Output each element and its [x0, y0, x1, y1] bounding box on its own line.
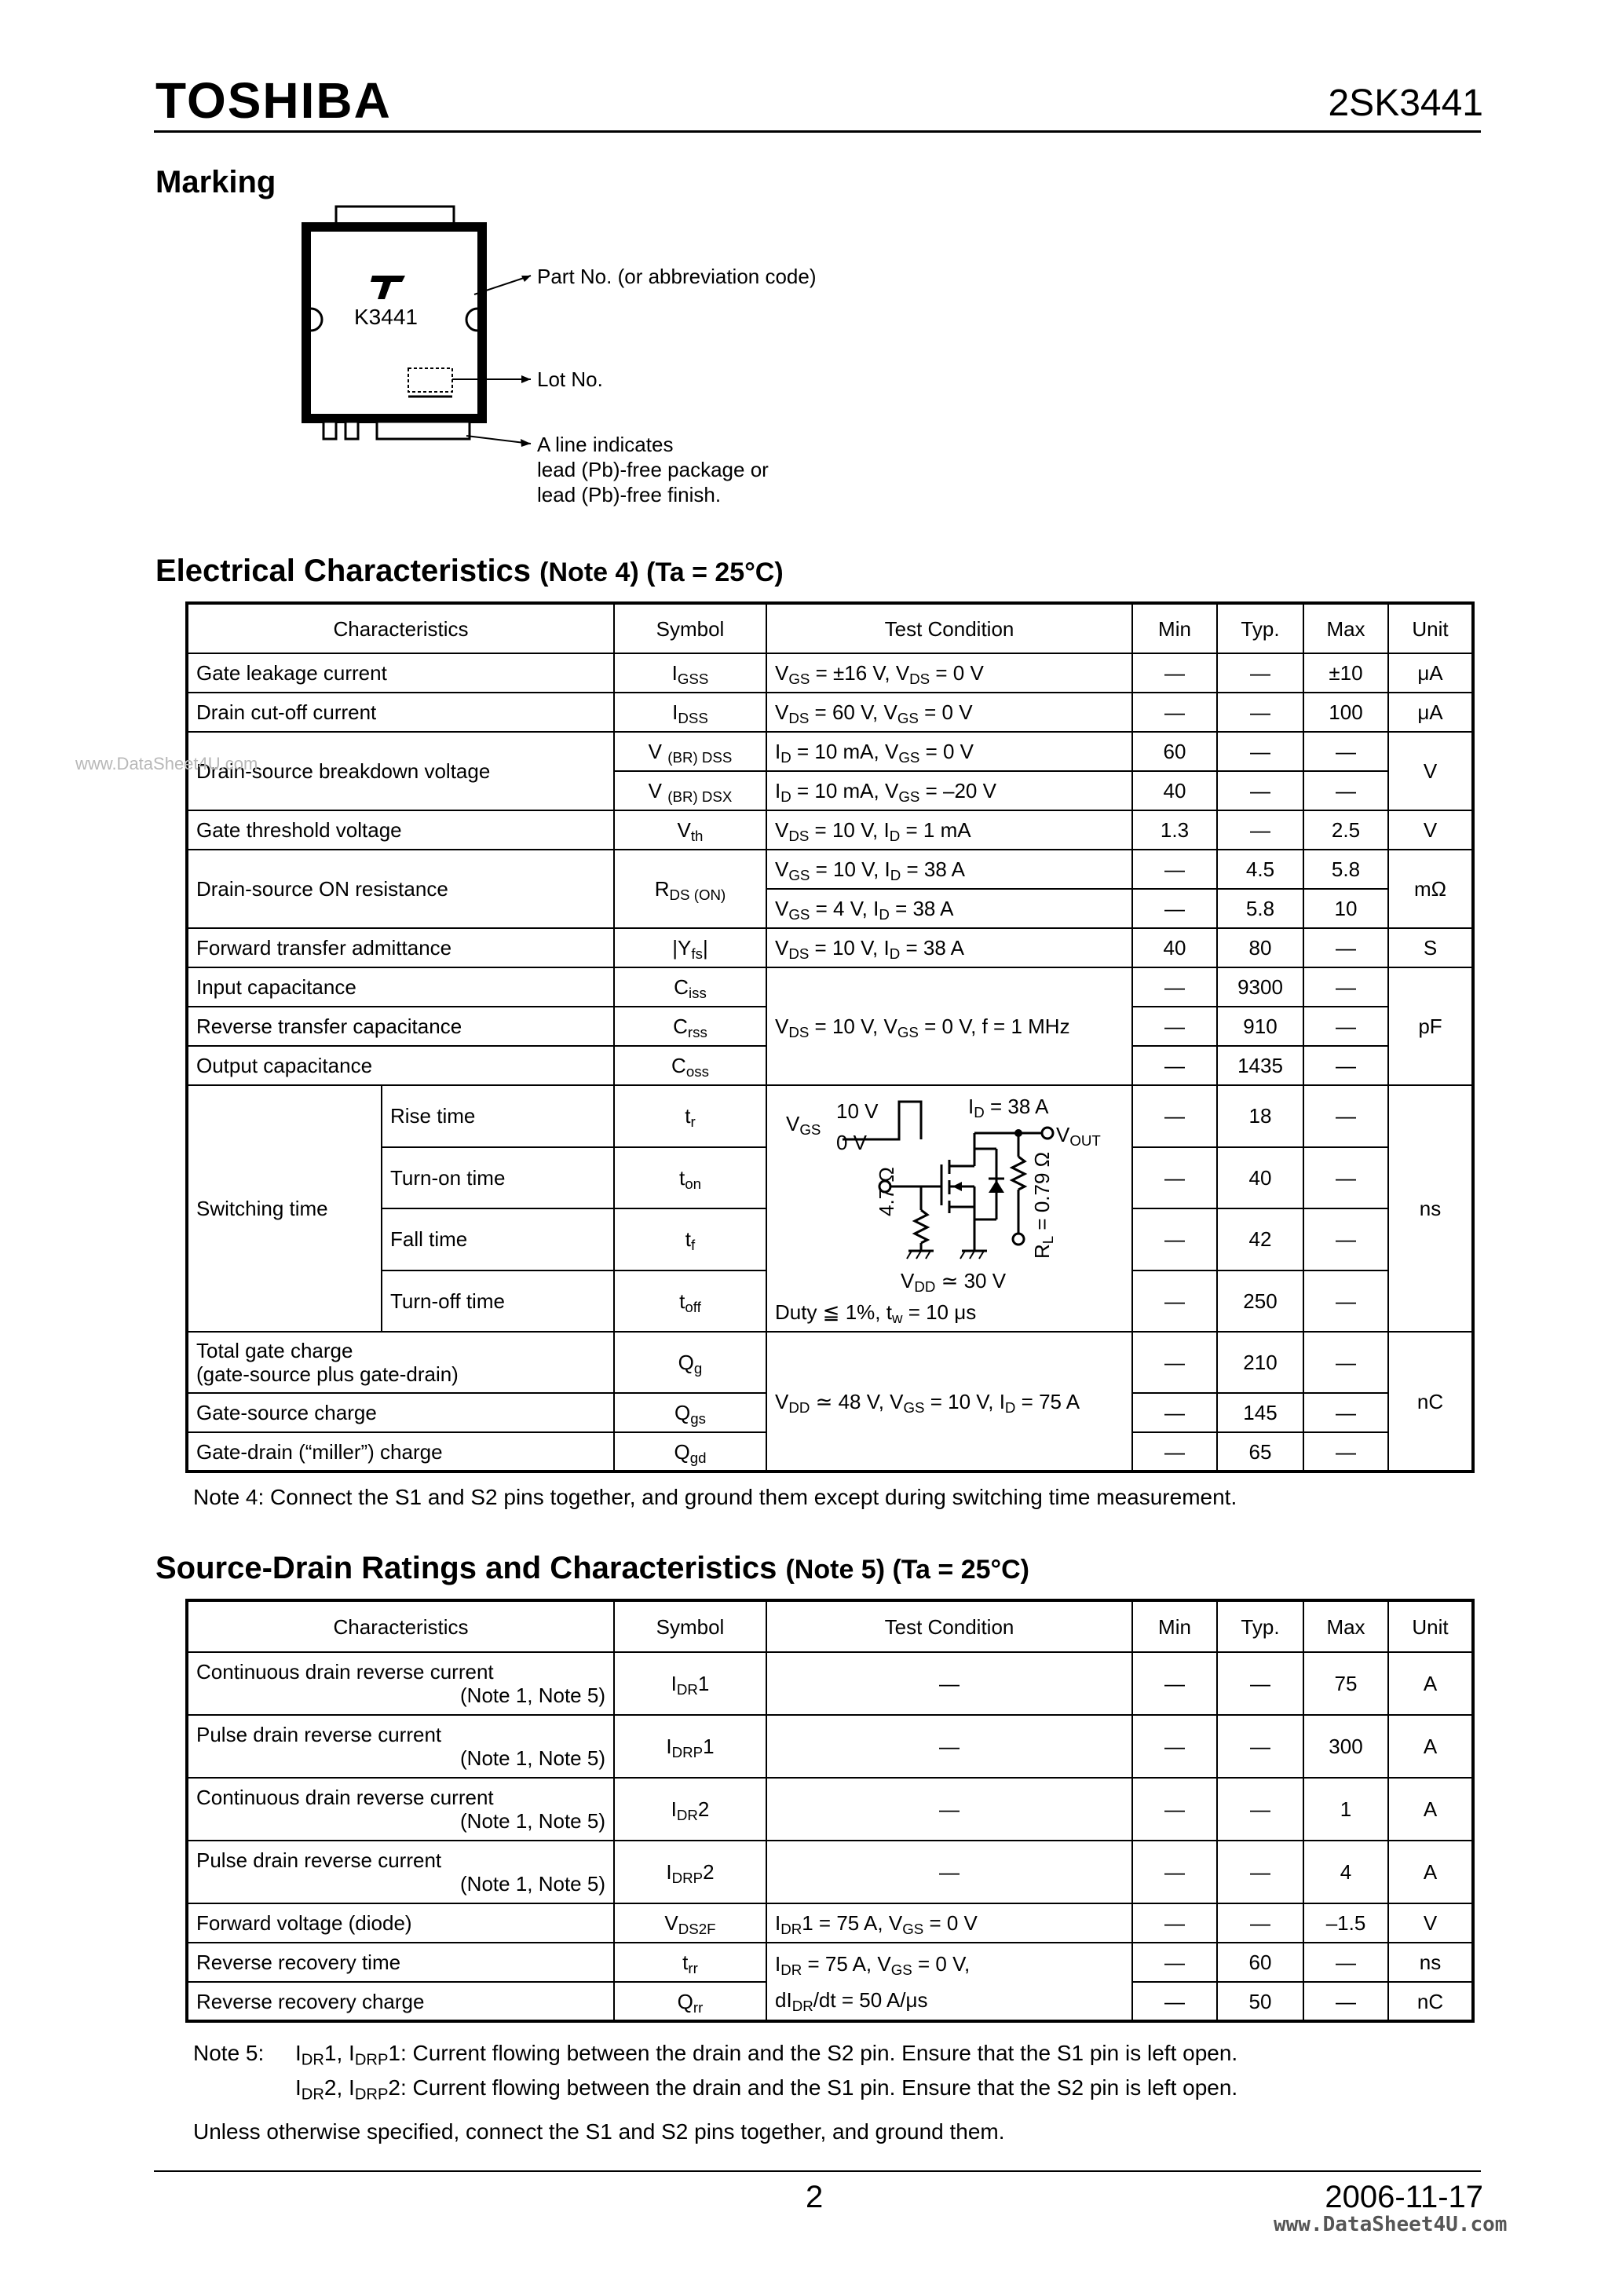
char-name — [187, 1715, 614, 1778]
min-value: — — [1132, 1841, 1217, 1903]
min-value: — — [1132, 1270, 1217, 1333]
max-value: 1 — [1303, 1778, 1388, 1841]
typ-value: 210 — [1217, 1332, 1303, 1393]
typ-value: 18 — [1217, 1085, 1303, 1147]
max-value: — — [1303, 1332, 1388, 1393]
typ-value: — — [1217, 771, 1303, 810]
symbol: $R_{DS (ON)}$ — [614, 850, 766, 928]
test-condition: — — [766, 1778, 1132, 1841]
part-number: 2SK3441 — [1328, 82, 1483, 124]
char-name: Output capacitance — [187, 1046, 614, 1085]
source-drain-subtitle: (Note 5) (Ta = 25°C) — [785, 1555, 1029, 1585]
circuit-rg-label: 4.7 Ω — [875, 1167, 898, 1216]
unit-value: A — [1388, 1652, 1473, 1715]
electrical-title-text: Electrical Characteristics — [155, 554, 532, 588]
header-test-condition: Test Condition — [766, 1600, 1132, 1652]
test-condition: — — [766, 1715, 1132, 1778]
source-drain-title — [155, 1552, 1029, 1584]
typ-value: — — [1217, 810, 1303, 850]
max-value: 5.8 — [1303, 850, 1388, 889]
char-subname: Rise time — [382, 1085, 614, 1147]
symbol: $I_{DR}2$ — [614, 1778, 766, 1841]
char-name-line-1: Continuous drain reverse current — [196, 1786, 494, 1809]
unit-value: ns — [1388, 1943, 1473, 1982]
unit-value: μA — [1388, 653, 1473, 693]
symbol: $Q_g$ — [614, 1332, 766, 1393]
source-drain-table — [185, 1599, 1475, 2023]
char-name — [187, 1841, 614, 1903]
min-value: — — [1132, 1393, 1217, 1432]
table-header-row — [187, 1600, 1473, 1652]
typ-value: — — [1217, 1652, 1303, 1715]
unit-value: V — [1388, 1903, 1473, 1943]
test-condition-line-1: $I_{DR} = 75$ A, $V_{GS} = 0$ V, — [775, 1951, 971, 1978]
lead-free-label-2: lead (Pb)-free package or — [537, 458, 769, 481]
test-condition — [766, 1943, 1132, 2021]
char-name: Reverse recovery charge — [187, 1982, 614, 2021]
test-condition: $I_{DR}1 = 75$ A, $V_{GS} = 0$ V — [766, 1903, 1132, 1943]
max-value: — — [1303, 967, 1388, 1007]
max-value: — — [1303, 1007, 1388, 1046]
min-value: — — [1132, 1778, 1217, 1841]
min-value: — — [1132, 1046, 1217, 1085]
char-name: Gate-source charge — [187, 1393, 614, 1432]
table-row — [187, 850, 1473, 889]
char-name: Drain cut-off current — [187, 693, 614, 732]
char-name: Gate leakage current — [187, 653, 614, 693]
typ-value: 910 — [1217, 1007, 1303, 1046]
circuit-10v-label: 10 V — [836, 1099, 879, 1123]
max-value: ±10 — [1303, 653, 1388, 693]
test-condition: $V_{GS} = \pm 16$ V, $V_{DS} = 0$ V — [766, 653, 1132, 693]
max-value: 4 — [1303, 1841, 1388, 1903]
unit-value: A — [1388, 1715, 1473, 1778]
max-value: — — [1303, 1270, 1388, 1333]
min-value: 40 — [1132, 771, 1217, 810]
test-condition-line-2: $dI_{DR}/dt = 50$ A/μs — [775, 1987, 928, 2014]
max-value: — — [1303, 1046, 1388, 1085]
symbol: $|Y_{fs}|$ — [614, 928, 766, 967]
min-value: — — [1132, 1085, 1217, 1147]
table-row — [187, 967, 1473, 1007]
unit-value: V — [1388, 810, 1473, 850]
table-row — [187, 1652, 1473, 1715]
table-row — [187, 693, 1473, 732]
header-test-condition: Test Condition — [766, 603, 1132, 653]
min-value: — — [1132, 1007, 1217, 1046]
circuit-duty-label: Duty ≦ 1%, $t_w = 10$ μs — [775, 1300, 977, 1327]
test-condition: — — [766, 1652, 1132, 1715]
max-value: — — [1303, 1085, 1388, 1147]
circuit-vout-label: $V_{OUT}$ — [1056, 1123, 1101, 1150]
test-condition: $I_D = 10$ mA, $V_{GS} = -20$ V — [766, 771, 1132, 810]
circuit-vgs-label: $V_{GS}$ — [786, 1112, 821, 1139]
min-value: 60 — [1132, 732, 1217, 771]
char-name-line-1: Continuous drain reverse current — [196, 1660, 494, 1684]
test-condition: $V_{GS} = 10$ V, $I_D = 38$ A — [766, 850, 1132, 889]
unit-value: A — [1388, 1841, 1473, 1903]
min-value: — — [1132, 1147, 1217, 1209]
unit-value: mΩ — [1388, 850, 1473, 928]
header-symbol: Symbol — [614, 603, 766, 653]
char-name-note: (Note 1, Note 5) — [460, 1746, 605, 1770]
part-no-label: Part No. (or abbreviation code) — [537, 265, 817, 288]
table-row — [187, 1841, 1473, 1903]
typ-value: 145 — [1217, 1393, 1303, 1432]
note-5-line-1: $I_{DR}1$, $I_{DRP}1$: Current flowing between the drain and the S2 pin. Ensure that the S1 pin is left open. — [295, 2041, 1238, 2069]
table-row — [187, 653, 1473, 693]
char-subname: Turn-off time — [382, 1270, 614, 1333]
typ-value: — — [1217, 732, 1303, 771]
header-symbol: Symbol — [614, 1600, 766, 1652]
table-row — [187, 1715, 1473, 1778]
test-condition: $V_{GS} = 4$ V, $I_D = 38$ A — [766, 889, 1132, 928]
unit-value: ns — [1388, 1085, 1473, 1332]
max-value: 2.5 — [1303, 810, 1388, 850]
char-name-line-1: Pulse drain reverse current — [196, 1723, 442, 1746]
char-name — [187, 1332, 614, 1393]
typ-value: 60 — [1217, 1943, 1303, 1982]
test-condition: — — [766, 1841, 1132, 1903]
symbol: $C_{rss}$ — [614, 1007, 766, 1046]
watermark-bottom: www.DataSheet4U.com — [1274, 2213, 1508, 2236]
typ-value: 50 — [1217, 1982, 1303, 2021]
max-value: — — [1303, 771, 1388, 810]
brand-logo: TOSHIBA — [155, 72, 392, 129]
note-5-line-2: $I_{DR}2$, $I_{DRP}2$: Current flowing between the drain and the S1 pin. Ensure that the S2 pin is left open. — [295, 2075, 1238, 2104]
max-value: — — [1303, 1147, 1388, 1209]
test-condition: $V_{DD}$ ≃ 48 V, $V_{GS} = 10$ V, $I_D = 75$ A — [766, 1332, 1132, 1472]
header-typ: Typ. — [1217, 1600, 1303, 1652]
max-value: — — [1303, 928, 1388, 967]
symbol: $C_{oss}$ — [614, 1046, 766, 1085]
unit-value: nC — [1388, 1332, 1473, 1472]
char-subname: Fall time — [382, 1208, 614, 1270]
max-value: 10 — [1303, 889, 1388, 928]
lead-free-label-3: lead (Pb)-free finish. — [537, 483, 722, 506]
max-value: 100 — [1303, 693, 1388, 732]
symbol: $t_{rr}$ — [614, 1943, 766, 1982]
min-value: — — [1132, 1943, 1217, 1982]
typ-value: 80 — [1217, 928, 1303, 967]
note-5-label: Note 5: — [193, 2041, 265, 2065]
char-name-line-1: Pulse drain reverse current — [196, 1848, 442, 1872]
header-max: Max — [1303, 603, 1388, 653]
table-row — [187, 1085, 1473, 1147]
max-value: — — [1303, 1432, 1388, 1472]
max-value: 75 — [1303, 1652, 1388, 1715]
min-value: — — [1132, 850, 1217, 889]
max-value: — — [1303, 732, 1388, 771]
symbol: $V_{DS2F}$ — [614, 1903, 766, 1943]
symbol: $I_{DSS}$ — [614, 693, 766, 732]
char-name-line-2: (gate-source plus gate-drain) — [196, 1362, 459, 1386]
symbol: $V_{th}$ — [614, 810, 766, 850]
symbol: $Q_{gd}$ — [614, 1432, 766, 1472]
unit-value: nC — [1388, 1982, 1473, 2021]
watermark-left: www.DataSheet4U.com — [75, 754, 258, 773]
char-name: Drain-source ON resistance — [187, 850, 614, 928]
min-value: — — [1132, 1903, 1217, 1943]
circuit-0v-label: 0 V — [836, 1131, 868, 1154]
typ-value: 65 — [1217, 1432, 1303, 1472]
typ-value: — — [1217, 653, 1303, 693]
table-header-row — [187, 603, 1473, 653]
char-name: Forward voltage (diode) — [187, 1903, 614, 1943]
char-name-line-1: Total gate charge — [196, 1339, 353, 1362]
general-note: Unless otherwise specified, connect the S1 and S2 pins together, and ground them. — [193, 2119, 1005, 2144]
min-value: — — [1132, 693, 1217, 732]
char-name-note: (Note 1, Note 5) — [460, 1872, 605, 1896]
symbol: V $_{(BR) DSX}$ — [614, 771, 766, 810]
footer-date: 2006-11-17 — [1325, 2180, 1483, 2214]
header-unit: Unit — [1388, 603, 1473, 653]
min-value: — — [1132, 1432, 1217, 1472]
test-condition: $V_{DS} = 10$ V, $I_D = 1$ mA — [766, 810, 1132, 850]
header-characteristics: Characteristics — [187, 603, 614, 653]
min-value: — — [1132, 889, 1217, 928]
max-value: –1.5 — [1303, 1903, 1388, 1943]
circuit-rl-label: $R_L = 0.79$ Ω — [1030, 1151, 1057, 1259]
test-condition: $V_{DS} = 60$ V, $V_{GS} = 0$ V — [766, 693, 1132, 732]
typ-value: 1435 — [1217, 1046, 1303, 1085]
char-name: Gate-drain (“miller”) charge — [187, 1432, 614, 1472]
footer-rule — [154, 2170, 1481, 2172]
header-min: Min — [1132, 1600, 1217, 1652]
typ-value: 250 — [1217, 1270, 1303, 1333]
typ-value: — — [1217, 1841, 1303, 1903]
typ-value: 4.5 — [1217, 850, 1303, 889]
typ-value: 42 — [1217, 1208, 1303, 1270]
max-value: 300 — [1303, 1715, 1388, 1778]
min-value: 40 — [1132, 928, 1217, 967]
max-value: — — [1303, 1982, 1388, 2021]
unit-value: S — [1388, 928, 1473, 967]
symbol: $t_f$ — [614, 1208, 766, 1270]
char-name: Forward transfer admittance — [187, 928, 614, 967]
symbol: $I_{GSS}$ — [614, 653, 766, 693]
package-marking-diagram — [298, 200, 550, 452]
min-value: — — [1132, 1332, 1217, 1393]
symbol: $Q_{rr}$ — [614, 1982, 766, 2021]
chip-marking-text: K3441 — [354, 305, 418, 329]
char-subname: Turn-on time — [382, 1147, 614, 1209]
lead-free-label-1: A line indicates — [537, 433, 674, 456]
symbol: $t_{off}$ — [614, 1270, 766, 1333]
char-name-note: (Note 1, Note 5) — [460, 1809, 605, 1833]
typ-value: — — [1217, 1715, 1303, 1778]
typ-value: — — [1217, 1903, 1303, 1943]
char-name: Reverse transfer capacitance — [187, 1007, 614, 1046]
table-row — [187, 1332, 1473, 1393]
typ-value: — — [1217, 693, 1303, 732]
symbol: $I_{DRP}2$ — [614, 1841, 766, 1903]
char-name — [187, 1652, 614, 1715]
symbol: $Q_{gs}$ — [614, 1393, 766, 1432]
table-row — [187, 928, 1473, 967]
note-4: Note 4: Connect the S1 and S2 pins together, and ground them except during switching time measurement. — [193, 1485, 1237, 1509]
max-value: — — [1303, 1943, 1388, 1982]
table-row — [187, 1903, 1473, 1943]
electrical-subtitle: (Note 4) (Ta = 25°C) — [539, 558, 784, 587]
circuit-vdd-label: $V_{DD}$ ≃ 30 V — [901, 1269, 1007, 1296]
symbol: $C_{iss}$ — [614, 967, 766, 1007]
test-condition: $V_{DS} = 10$ V, $V_{GS} = 0$ V, f = 1 MHz — [766, 967, 1132, 1085]
table-row — [187, 1778, 1473, 1841]
char-name-note: (Note 1, Note 5) — [460, 1684, 605, 1707]
min-value: 1.3 — [1132, 810, 1217, 850]
symbol: $I_{DRP}1$ — [614, 1715, 766, 1778]
electrical-characteristics-table — [185, 601, 1475, 1473]
unit-value: μA — [1388, 693, 1473, 732]
symbol: $I_{DR}1$ — [614, 1652, 766, 1715]
typ-value: 40 — [1217, 1147, 1303, 1209]
source-drain-title-text: Source-Drain Ratings and Characteristics — [155, 1551, 777, 1585]
symbol: V $_{(BR) DSS}$ — [614, 732, 766, 771]
symbol: $t_r$ — [614, 1085, 766, 1147]
max-value: — — [1303, 1208, 1388, 1270]
marking-title: Marking — [155, 165, 276, 199]
char-name: Drain-source breakdown voltage — [187, 732, 614, 810]
min-value: — — [1132, 967, 1217, 1007]
page-number: 2 — [806, 2180, 824, 2214]
header-typ: Typ. — [1217, 603, 1303, 653]
switching-test-circuit — [766, 1085, 1132, 1332]
symbol: $t_{on}$ — [614, 1147, 766, 1209]
unit-value: pF — [1388, 967, 1473, 1085]
min-value: — — [1132, 1715, 1217, 1778]
min-value: — — [1132, 1652, 1217, 1715]
max-value: — — [1303, 1393, 1388, 1432]
min-value: — — [1132, 1208, 1217, 1270]
char-name — [187, 1778, 614, 1841]
min-value: — — [1132, 1982, 1217, 2021]
header-max: Max — [1303, 1600, 1388, 1652]
min-value: — — [1132, 653, 1217, 693]
test-condition: $V_{DS} = 10$ V, $I_D = 38$ A — [766, 928, 1132, 967]
unit-value: A — [1388, 1778, 1473, 1841]
header-characteristics: Characteristics — [187, 1600, 614, 1652]
electrical-title — [155, 555, 784, 587]
table-row — [187, 810, 1473, 850]
test-condition: $I_D = 10$ mA, $V_{GS} = 0$ V — [766, 732, 1132, 771]
header-min: Min — [1132, 603, 1217, 653]
lot-no-label: Lot No. — [537, 367, 603, 391]
circuit-id-label: $I_D = 38$ A — [968, 1095, 1049, 1121]
char-name: Reverse recovery time — [187, 1943, 614, 1982]
header-unit: Unit — [1388, 1600, 1473, 1652]
table-row — [187, 1943, 1473, 1982]
char-name: Input capacitance — [187, 967, 614, 1007]
table-row — [187, 732, 1473, 771]
typ-value: 5.8 — [1217, 889, 1303, 928]
header-rule — [154, 130, 1481, 133]
char-name: Switching time — [187, 1085, 382, 1332]
typ-value: 9300 — [1217, 967, 1303, 1007]
typ-value: — — [1217, 1778, 1303, 1841]
char-name: Gate threshold voltage — [187, 810, 614, 850]
unit-value: V — [1388, 732, 1473, 810]
